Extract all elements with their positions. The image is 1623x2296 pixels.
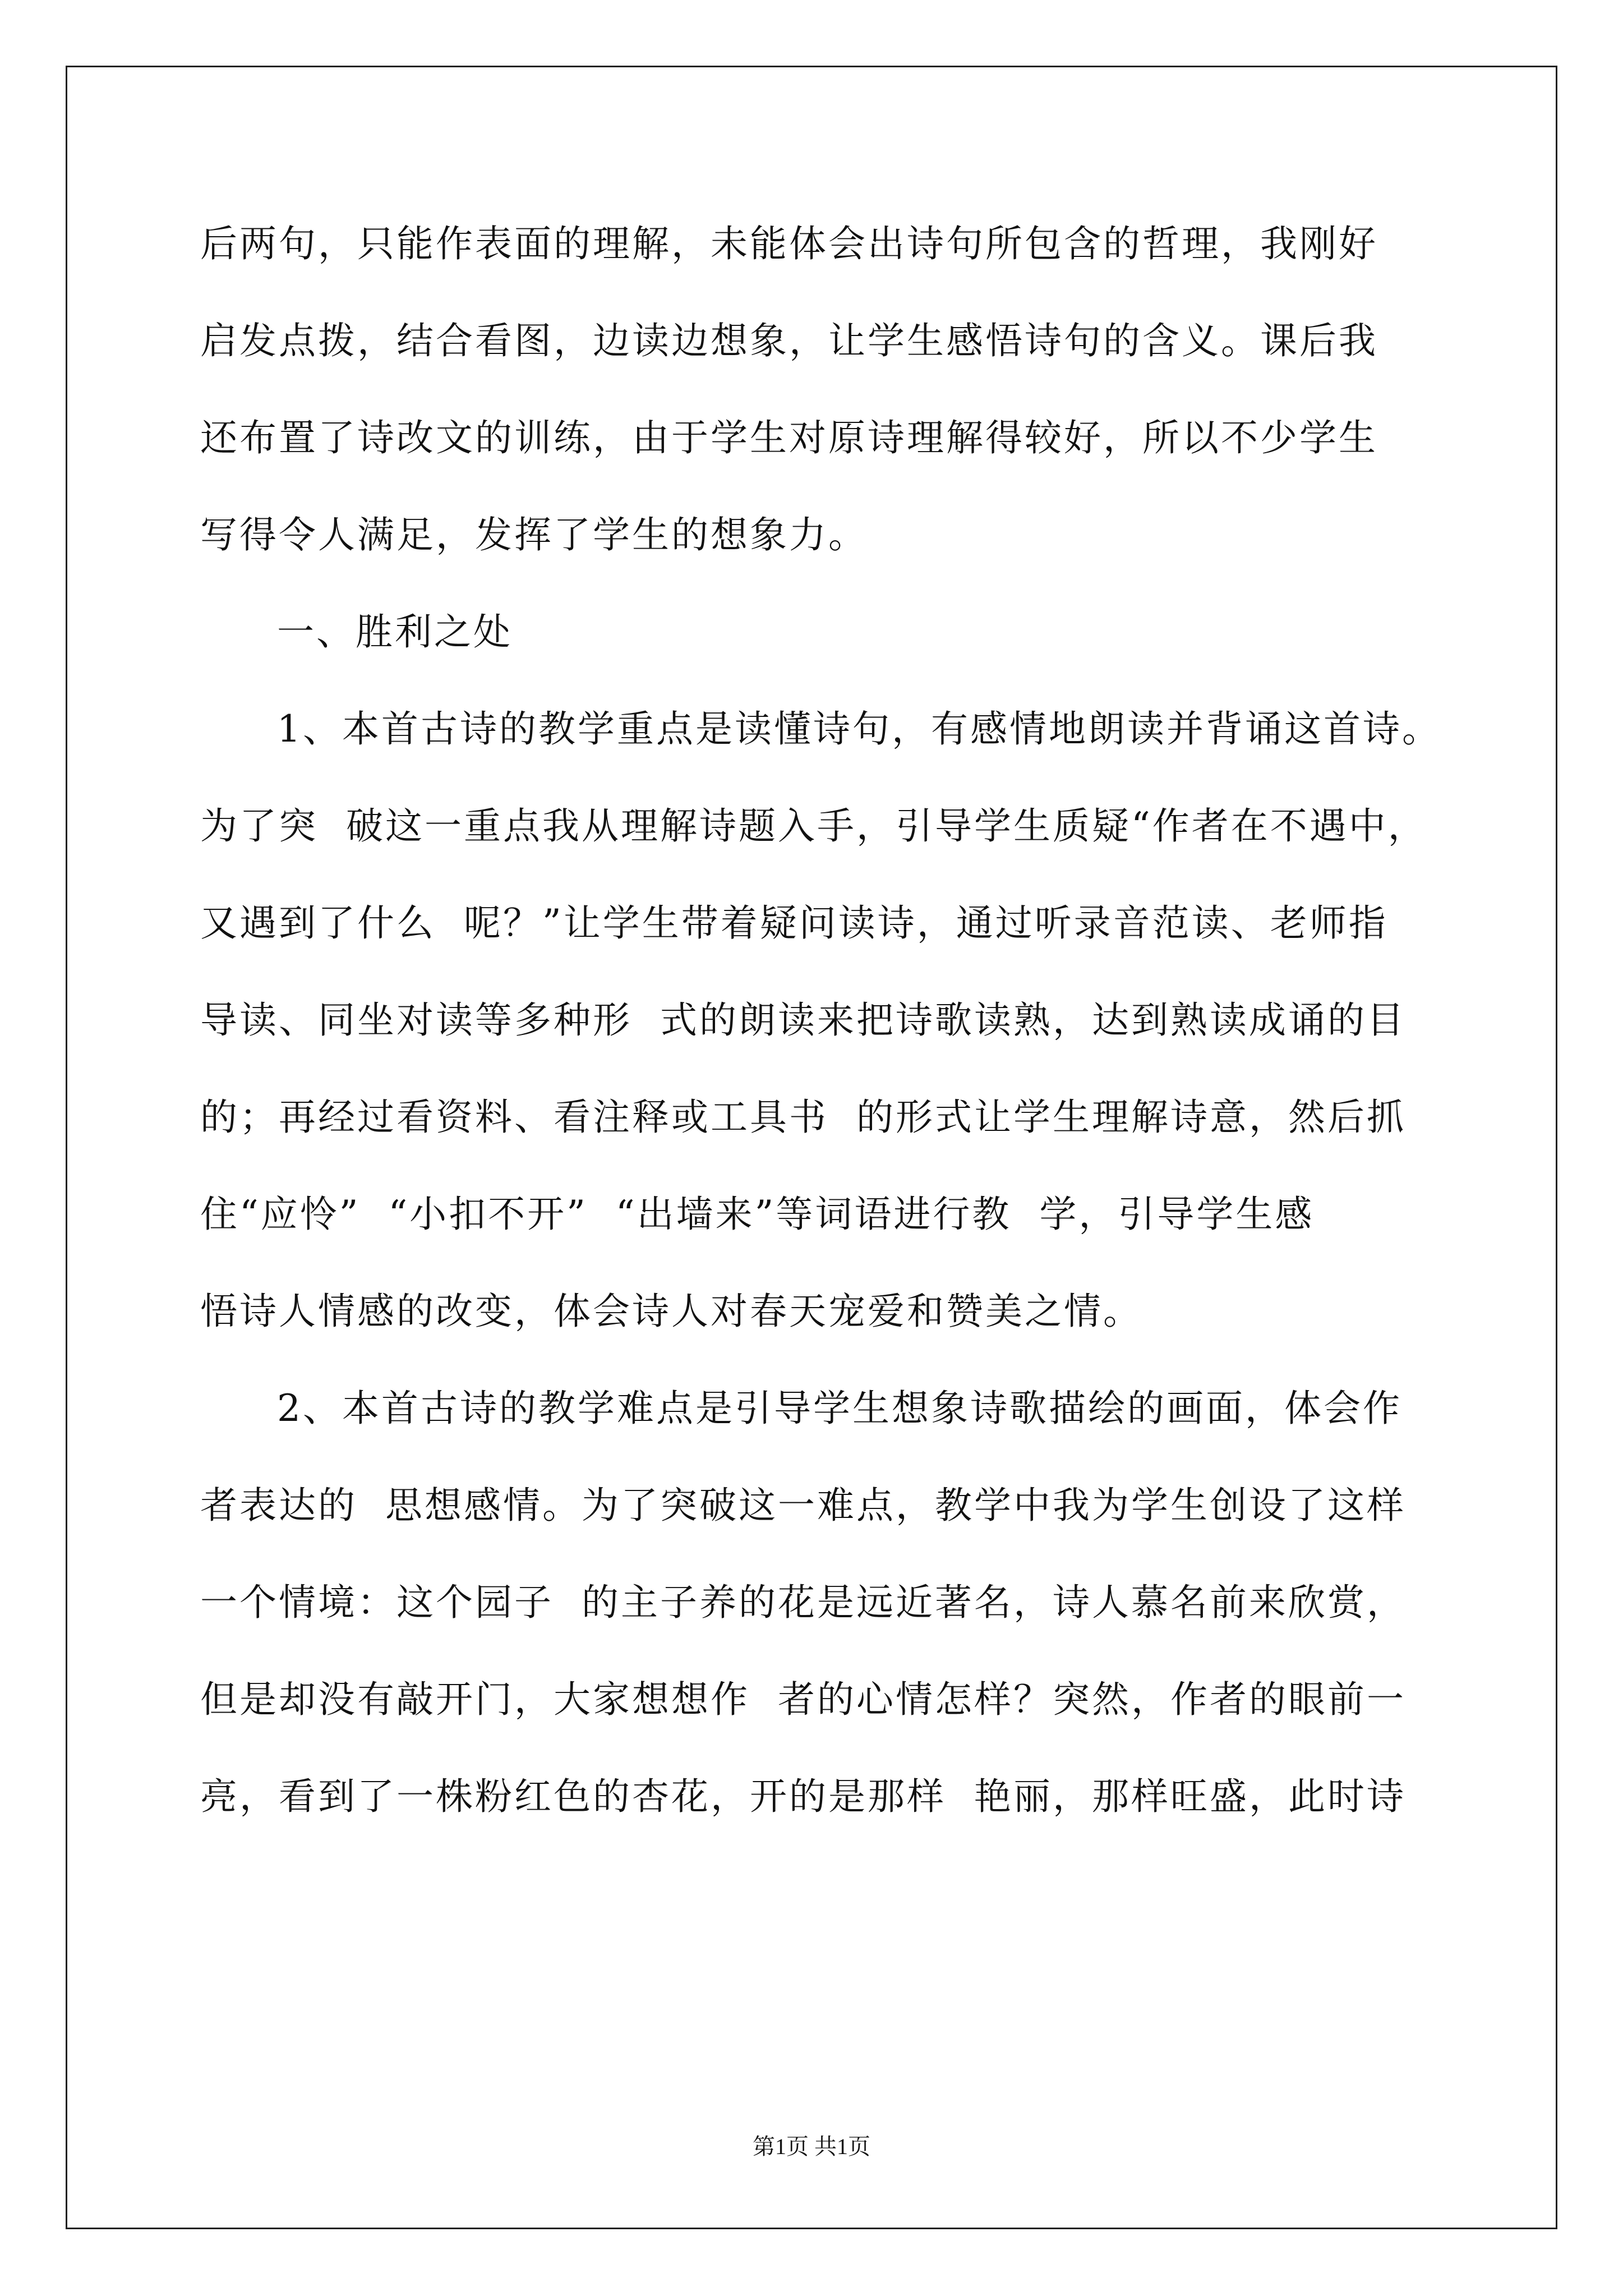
text-line: 但是却没有敲开门，大家想想作 者的心情怎样？突然，作者的眼前一 [200,1678,1406,1721]
page-footer: 第1页 共1页 [753,2134,870,2159]
text-line: 2、本首古诗的教学难点是引导学生想象诗歌描绘的画面，体会作 [277,1387,1402,1430]
text-line: 为了突 破这一重点我从理解诗题入手，引导学生质疑“作者在不遇中， [200,804,1427,848]
text-line: 者表达的 思想感情。为了突破这一难点，教学中我为学生创设了这样 [200,1484,1406,1527]
text-line: 又遇到了什么 呢？”让学生带着疑问读诗，通过听录音范读、老师指 [200,901,1388,945]
text-line: 写得令人满足，发挥了学生的想象力。 [200,513,868,556]
text-line: 启发点拨，结合看图，边读边想象，让学生感悟诗句的含义。课后我 [200,319,1378,362]
text-line: 亮，看到了一株粉红色的杏花，开的是那样 艳丽，那样旺盛，此时诗 [200,1775,1406,1818]
text-line: 一个情境：这个园子 的主子养的花是远近著名，诗人慕名前来欣赏， [200,1581,1406,1624]
text-line: 1、本首古诗的教学重点是读懂诗句，有感情地朗读并背诵这首诗。 [277,707,1441,751]
text-line: 悟诗人情感的改变，体会诗人对春天宠爱和赞美之情。 [200,1290,1142,1333]
text-line: 还布置了诗改文的训练，由于学生对原诗理解得较好，所以不少学生 [200,416,1378,459]
text-line: 后两句，只能作表面的理解，未能体会出诗句所包含的哲理，我刚好 [200,222,1378,265]
text-line: 导读、同坐对读等多种形 式的朗读来把诗歌读熟，达到熟读成诵的目 [200,999,1406,1042]
section-heading: 一、胜利之处 [277,610,513,654]
text-line: 的；再经过看资料、看注释或工具书 的形式让学生理解诗意，然后抓 [200,1096,1406,1139]
text-line: 住“应怜” “小扣不开” “出墙来”等词语进行教 学，引导学生感 [200,1193,1315,1236]
